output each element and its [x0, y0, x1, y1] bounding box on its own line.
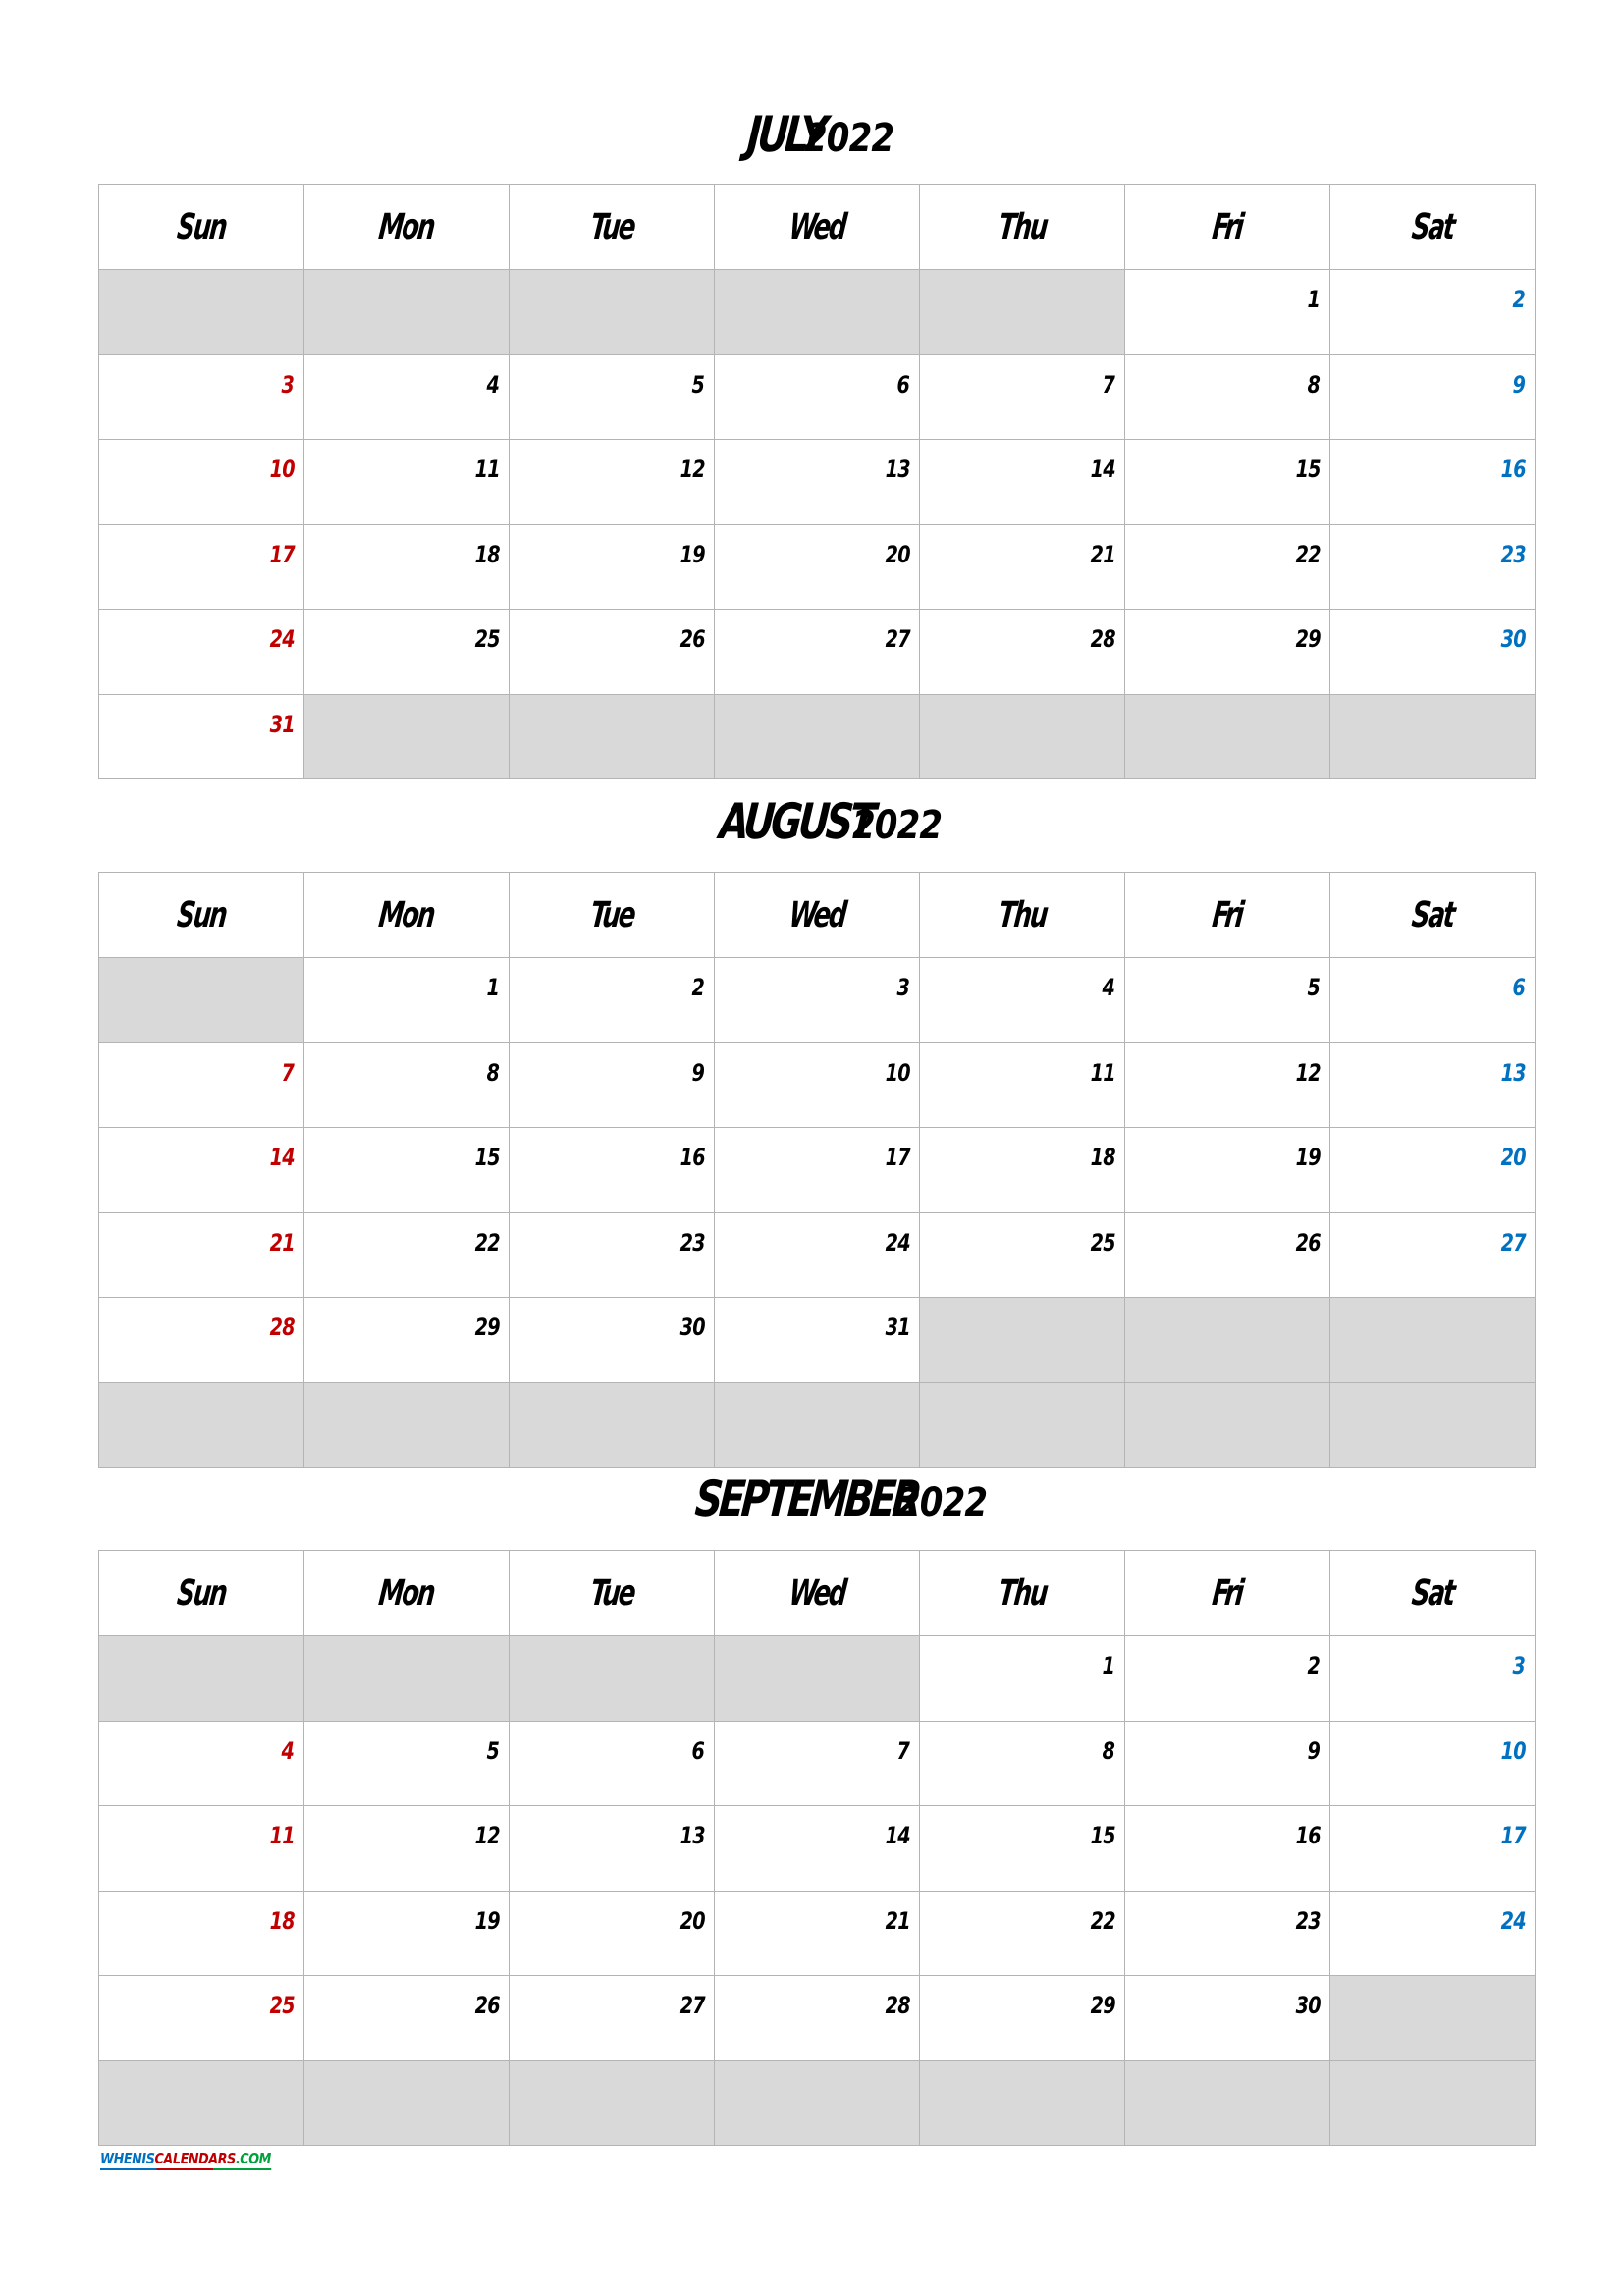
month-title	[98, 1470, 1535, 1535]
day-number: 29	[474, 1313, 500, 1341]
weekday-label: Fri	[1210, 1573, 1245, 1614]
empty-day-cell	[920, 270, 1125, 355]
weekday-header	[1330, 185, 1536, 270]
weekday-label: Mon	[377, 206, 436, 247]
empty-day-cell	[99, 270, 304, 355]
day-cell[interactable]	[1125, 1212, 1330, 1298]
day-number: 12	[1295, 1058, 1321, 1087]
weekday-label: Sat	[1409, 1573, 1456, 1614]
day-cell[interactable]	[715, 1976, 920, 2061]
day-number: 8	[486, 1058, 500, 1087]
day-number: 29	[1090, 1992, 1115, 2019]
day-number: 9	[691, 1058, 705, 1087]
day-cell[interactable]	[920, 1212, 1125, 1298]
week-row	[99, 1042, 1536, 1128]
empty-day-cell	[1125, 694, 1330, 779]
day-number: 5	[691, 370, 705, 399]
day-number: 23	[679, 1228, 705, 1256]
day-number: 24	[885, 1228, 910, 1256]
weekday-label: Tue	[587, 894, 636, 935]
day-number: 25	[269, 1992, 295, 2019]
weekday-header	[510, 185, 715, 270]
day-cell[interactable]	[920, 1042, 1125, 1128]
day-cell[interactable]	[1330, 1128, 1536, 1213]
empty-day-cell	[715, 1636, 920, 1722]
day-cell[interactable]	[304, 1298, 510, 1383]
day-number: 23	[1500, 540, 1526, 568]
day-number: 30	[679, 1313, 705, 1341]
day-number: 30	[1295, 1992, 1321, 2019]
day-cell[interactable]	[304, 1721, 510, 1806]
day-number: 16	[679, 1144, 705, 1171]
empty-day-cell	[715, 694, 920, 779]
day-cell[interactable]	[1125, 1806, 1330, 1892]
day-number: 15	[1295, 455, 1321, 483]
day-number: 20	[1500, 1144, 1526, 1171]
day-number: 15	[474, 1144, 500, 1171]
day-cell[interactable]	[99, 1298, 304, 1383]
day-cell[interactable]	[304, 1042, 510, 1128]
empty-day-cell	[1125, 1298, 1330, 1383]
day-number: 4	[1102, 974, 1115, 1001]
weekday-label: Sun	[175, 894, 228, 935]
weekday-header	[510, 1551, 715, 1636]
month-year: 2022	[852, 803, 943, 848]
weekday-header	[920, 873, 1125, 958]
weekday-label: Thu	[996, 206, 1049, 247]
day-cell[interactable]	[99, 1891, 304, 1976]
weekday-header-row	[99, 1551, 1536, 1636]
day-cell[interactable]	[510, 1891, 715, 1976]
empty-day-cell	[99, 958, 304, 1043]
day-cell[interactable]	[920, 524, 1125, 610]
day-cell[interactable]	[304, 354, 510, 440]
day-number: 16	[1500, 455, 1526, 483]
calendar-grid	[98, 1550, 1536, 2146]
day-number: 2	[1307, 1652, 1321, 1680]
day-cell[interactable]	[715, 1891, 920, 1976]
logo-text-part3: .COM	[235, 2150, 271, 2167]
day-cell[interactable]	[1330, 958, 1536, 1043]
weekday-header	[99, 185, 304, 270]
day-cell[interactable]	[510, 524, 715, 610]
empty-day-cell	[304, 1636, 510, 1722]
day-cell[interactable]	[1330, 440, 1536, 525]
empty-day-cell	[920, 694, 1125, 779]
day-number: 6	[691, 1736, 705, 1765]
day-cell[interactable]	[715, 958, 920, 1043]
day-cell[interactable]	[1125, 1042, 1330, 1128]
weekday-label: Wed	[786, 206, 847, 247]
day-cell[interactable]	[99, 1806, 304, 1892]
weekday-header-row	[99, 185, 1536, 270]
day-cell[interactable]	[510, 1042, 715, 1128]
day-number: 3	[896, 974, 910, 1001]
empty-day-cell	[715, 2060, 920, 2146]
month-title	[98, 106, 1535, 171]
day-number: 18	[474, 540, 500, 568]
day-number: 11	[269, 1822, 295, 1849]
day-number: 21	[269, 1228, 295, 1256]
day-cell[interactable]	[99, 1212, 304, 1298]
day-number: 5	[1307, 974, 1321, 1001]
month-year: 2022	[897, 1480, 988, 1525]
day-number: 14	[1090, 455, 1115, 483]
weekday-header-row	[99, 873, 1536, 958]
day-cell[interactable]	[1330, 1806, 1536, 1892]
day-number: 10	[1500, 1736, 1526, 1765]
day-cell[interactable]	[1125, 1721, 1330, 1806]
day-number: 10	[885, 1058, 910, 1087]
day-number: 15	[1090, 1822, 1115, 1849]
day-number: 2	[691, 974, 705, 1001]
weekday-label: Sat	[1409, 894, 1456, 935]
weekday-header	[304, 1551, 510, 1636]
logo-text-part1: WHENIS	[100, 2150, 155, 2167]
weekday-label: Tue	[587, 206, 636, 247]
day-number: 13	[1500, 1058, 1526, 1087]
empty-day-cell	[510, 1382, 715, 1468]
day-cell[interactable]	[304, 1976, 510, 2061]
week-row	[99, 1721, 1536, 1806]
day-number: 25	[1090, 1228, 1115, 1256]
day-cell[interactable]	[920, 1806, 1125, 1892]
day-cell[interactable]	[715, 354, 920, 440]
weekday-header	[1125, 185, 1330, 270]
day-cell[interactable]	[920, 1891, 1125, 1976]
empty-day-cell	[920, 1298, 1125, 1383]
day-cell[interactable]	[510, 1298, 715, 1383]
day-number: 1	[1307, 286, 1321, 313]
day-cell[interactable]	[510, 610, 715, 695]
empty-day-cell	[715, 1382, 920, 1468]
weekday-header	[715, 185, 920, 270]
day-number: 21	[1090, 540, 1115, 568]
month-year: 2022	[803, 116, 893, 161]
week-row	[99, 354, 1536, 440]
day-cell[interactable]	[510, 1721, 715, 1806]
day-number: 28	[885, 1992, 910, 2019]
week-row	[99, 1382, 1536, 1468]
logo-underline	[100, 2168, 271, 2170]
day-number: 7	[1102, 370, 1115, 399]
weekday-header	[510, 873, 715, 958]
weekday-header	[99, 873, 304, 958]
day-cell[interactable]	[510, 440, 715, 525]
weekday-label: Mon	[377, 894, 436, 935]
weekday-label: Sat	[1409, 206, 1456, 247]
day-cell[interactable]	[715, 610, 920, 695]
day-cell[interactable]	[920, 440, 1125, 525]
day-number: 24	[269, 625, 295, 653]
week-row	[99, 1128, 1536, 1213]
day-cell[interactable]	[715, 1298, 920, 1383]
empty-day-cell	[99, 1382, 304, 1468]
day-cell[interactable]	[304, 524, 510, 610]
week-row	[99, 694, 1536, 779]
day-cell[interactable]	[1330, 354, 1536, 440]
empty-day-cell	[920, 2060, 1125, 2146]
weekday-header	[920, 185, 1125, 270]
day-number: 9	[1512, 370, 1526, 399]
day-number: 26	[474, 1992, 500, 2019]
day-number: 2	[1512, 286, 1526, 313]
day-number: 27	[1500, 1228, 1526, 1256]
week-row	[99, 1636, 1536, 1722]
empty-day-cell	[304, 270, 510, 355]
day-cell[interactable]	[715, 524, 920, 610]
day-number: 11	[474, 455, 500, 483]
week-row	[99, 440, 1536, 525]
weekday-header	[304, 873, 510, 958]
empty-day-cell	[99, 1636, 304, 1722]
day-cell[interactable]	[1125, 440, 1330, 525]
day-cell[interactable]	[99, 694, 304, 779]
day-cell[interactable]	[304, 610, 510, 695]
month-name: SEPTEMBER	[692, 1470, 920, 1527]
day-cell[interactable]	[1125, 524, 1330, 610]
month-title	[98, 793, 1535, 858]
day-cell[interactable]	[1125, 1636, 1330, 1722]
day-cell[interactable]	[1125, 354, 1330, 440]
day-cell[interactable]	[920, 1721, 1125, 1806]
day-cell[interactable]	[510, 354, 715, 440]
empty-day-cell	[1330, 1298, 1536, 1383]
day-number: 13	[679, 1822, 705, 1849]
day-number: 26	[679, 625, 705, 653]
day-cell[interactable]	[715, 440, 920, 525]
empty-day-cell	[510, 2060, 715, 2146]
day-cell[interactable]	[715, 1721, 920, 1806]
day-cell[interactable]	[304, 1806, 510, 1892]
week-row	[99, 1891, 1536, 1976]
empty-day-cell	[920, 1382, 1125, 1468]
day-cell[interactable]	[99, 1042, 304, 1128]
day-number: 26	[1295, 1228, 1321, 1256]
calendar-grid	[98, 872, 1536, 1468]
weekday-header	[1330, 1551, 1536, 1636]
day-cell[interactable]	[304, 1891, 510, 1976]
day-cell[interactable]	[1330, 1042, 1536, 1128]
weekday-label: Fri	[1210, 206, 1245, 247]
weekday-label: Sun	[175, 1573, 228, 1614]
day-cell[interactable]	[99, 1128, 304, 1213]
empty-day-cell	[510, 270, 715, 355]
site-logo[interactable]	[100, 2150, 271, 2170]
day-cell[interactable]	[1330, 1721, 1536, 1806]
day-number: 17	[269, 540, 295, 568]
week-row	[99, 1976, 1536, 2061]
day-number: 24	[1500, 1906, 1526, 1935]
weekday-header	[1125, 1551, 1330, 1636]
day-number: 6	[896, 370, 910, 399]
day-number: 19	[1295, 1144, 1321, 1171]
day-number: 6	[1512, 974, 1526, 1001]
weekday-header	[715, 1551, 920, 1636]
week-row	[99, 610, 1536, 695]
day-number: 8	[1307, 370, 1321, 399]
weekday-label: Tue	[587, 1573, 636, 1614]
day-cell[interactable]	[1330, 524, 1536, 610]
day-number: 31	[885, 1313, 910, 1341]
day-number: 19	[679, 540, 705, 568]
calendar-grid	[98, 184, 1536, 779]
day-number: 7	[896, 1736, 910, 1765]
week-row	[99, 2060, 1536, 2146]
day-number: 17	[885, 1144, 910, 1171]
day-cell[interactable]	[920, 354, 1125, 440]
day-cell[interactable]	[510, 1976, 715, 2061]
weekday-label: Mon	[377, 1573, 436, 1614]
day-number: 17	[1500, 1822, 1526, 1849]
week-row	[99, 270, 1536, 355]
weekday-label: Thu	[996, 1573, 1049, 1614]
day-cell[interactable]	[715, 1806, 920, 1892]
day-cell[interactable]	[99, 524, 304, 610]
day-number: 21	[885, 1906, 910, 1935]
day-cell[interactable]	[1330, 1891, 1536, 1976]
day-cell[interactable]	[1330, 610, 1536, 695]
day-number: 5	[486, 1736, 500, 1765]
day-number: 9	[1307, 1736, 1321, 1765]
day-number: 28	[269, 1313, 295, 1341]
day-cell[interactable]	[510, 1806, 715, 1892]
day-number: 3	[281, 370, 295, 399]
week-row	[99, 524, 1536, 610]
day-cell[interactable]	[920, 1976, 1125, 2061]
month-name: AUGUST	[718, 793, 875, 850]
day-cell[interactable]	[99, 1976, 304, 2061]
day-number: 11	[1090, 1058, 1115, 1087]
day-number: 20	[885, 540, 910, 568]
empty-day-cell	[715, 270, 920, 355]
day-cell[interactable]	[715, 1212, 920, 1298]
day-number: 16	[1295, 1822, 1321, 1849]
day-cell[interactable]	[1330, 1636, 1536, 1722]
day-number: 29	[1295, 625, 1321, 653]
weekday-header	[304, 185, 510, 270]
week-row	[99, 1806, 1536, 1892]
day-number: 23	[1295, 1906, 1321, 1935]
weekday-label: Wed	[786, 894, 847, 935]
week-row	[99, 958, 1536, 1043]
day-cell[interactable]	[920, 1128, 1125, 1213]
day-cell[interactable]	[1330, 270, 1536, 355]
day-number: 3	[1512, 1652, 1526, 1680]
day-number: 27	[679, 1992, 705, 2019]
day-number: 4	[281, 1736, 295, 1765]
day-cell[interactable]	[304, 1212, 510, 1298]
day-number: 1	[486, 974, 500, 1001]
empty-day-cell	[99, 2060, 304, 2146]
weekday-label: Sun	[175, 206, 228, 247]
empty-day-cell	[510, 694, 715, 779]
day-number: 22	[1090, 1906, 1115, 1935]
day-number: 7	[281, 1058, 295, 1087]
empty-day-cell	[304, 2060, 510, 2146]
day-number: 31	[269, 710, 295, 738]
day-number: 18	[269, 1906, 295, 1935]
day-cell[interactable]	[920, 610, 1125, 695]
empty-day-cell	[1125, 2060, 1330, 2146]
logo-text-part2: CALENDARS	[154, 2150, 236, 2167]
day-cell[interactable]	[715, 1128, 920, 1213]
day-number: 4	[486, 370, 500, 399]
weekday-header	[715, 873, 920, 958]
empty-day-cell	[304, 1382, 510, 1468]
weekday-label: Thu	[996, 894, 1049, 935]
day-cell[interactable]	[510, 1212, 715, 1298]
day-number: 18	[1090, 1144, 1115, 1171]
weekday-header	[1330, 873, 1536, 958]
day-number: 1	[1102, 1652, 1115, 1680]
day-number: 27	[885, 625, 910, 653]
empty-day-cell	[1125, 1382, 1330, 1468]
day-number: 28	[1090, 625, 1115, 653]
weekday-label: Wed	[786, 1573, 847, 1614]
day-number: 30	[1500, 625, 1526, 653]
day-number: 14	[269, 1144, 295, 1171]
empty-day-cell	[1330, 1976, 1536, 2061]
day-cell[interactable]	[1125, 610, 1330, 695]
day-number: 22	[474, 1228, 500, 1256]
day-cell[interactable]	[99, 610, 304, 695]
weekday-header	[1125, 873, 1330, 958]
empty-day-cell	[1330, 2060, 1536, 2146]
day-number: 13	[885, 455, 910, 483]
day-cell[interactable]	[1125, 1128, 1330, 1213]
day-number: 25	[474, 625, 500, 653]
day-cell[interactable]	[510, 958, 715, 1043]
day-number: 10	[269, 455, 295, 483]
day-cell[interactable]	[510, 1128, 715, 1213]
day-number: 22	[1295, 540, 1321, 568]
empty-day-cell	[1330, 694, 1536, 779]
day-cell[interactable]	[99, 354, 304, 440]
weekday-label: Fri	[1210, 894, 1245, 935]
day-cell[interactable]	[99, 1721, 304, 1806]
day-cell[interactable]	[1125, 1976, 1330, 2061]
week-row	[99, 1298, 1536, 1383]
day-cell[interactable]	[1330, 1212, 1536, 1298]
day-cell[interactable]	[1125, 1891, 1330, 1976]
month-name: JULY	[744, 106, 827, 163]
empty-day-cell	[1330, 1382, 1536, 1468]
day-cell[interactable]	[715, 1042, 920, 1128]
day-number: 20	[679, 1906, 705, 1935]
week-row	[99, 1212, 1536, 1298]
day-cell[interactable]	[304, 1128, 510, 1213]
empty-day-cell	[510, 1636, 715, 1722]
weekday-header	[920, 1551, 1125, 1636]
day-cell[interactable]	[99, 440, 304, 525]
day-cell[interactable]	[1125, 270, 1330, 355]
day-cell[interactable]	[304, 958, 510, 1043]
day-number: 12	[474, 1822, 500, 1849]
day-number: 14	[885, 1822, 910, 1849]
weekday-header	[99, 1551, 304, 1636]
day-cell[interactable]	[304, 440, 510, 525]
day-cell[interactable]	[1125, 958, 1330, 1043]
day-number: 19	[474, 1906, 500, 1935]
day-number: 12	[679, 455, 705, 483]
empty-day-cell	[304, 694, 510, 779]
day-cell[interactable]	[920, 958, 1125, 1043]
day-cell[interactable]	[920, 1636, 1125, 1722]
day-number: 8	[1102, 1736, 1115, 1765]
